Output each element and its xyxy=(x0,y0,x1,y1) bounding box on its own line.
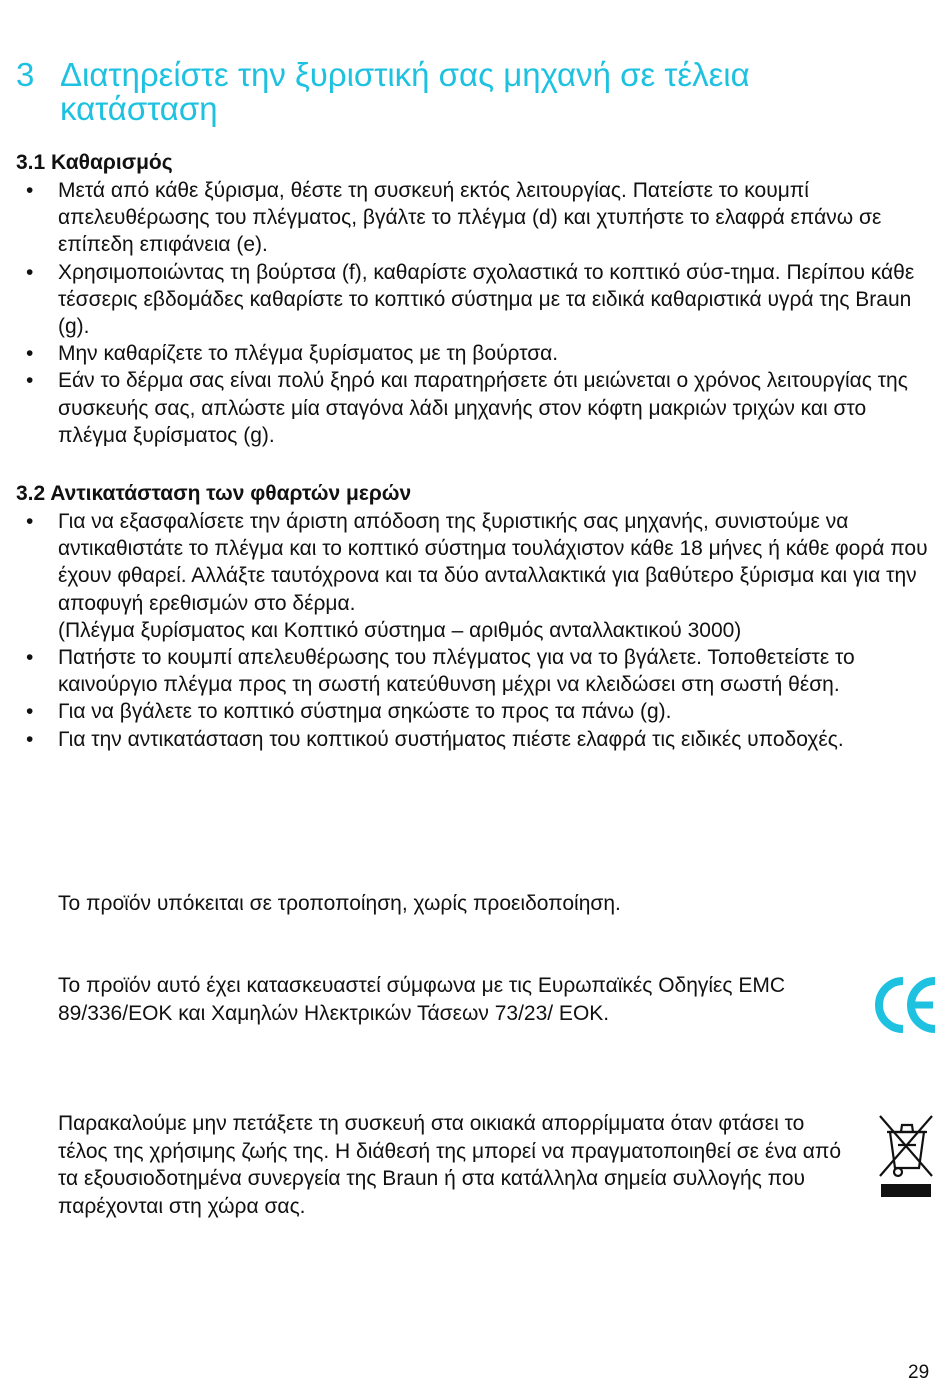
list-item xyxy=(0,177,940,259)
page-number: 29 xyxy=(908,1362,930,1383)
list-item xyxy=(0,508,940,644)
list-item-text: Για να εξασφαλίσετε την άριστη απόδοση της ξυριστικής σας μηχανής, συνιστούμε να αντικαθιστάτε το πλέγμα και το κοπτικό σύστημα τουλάχιστον κάθε 18 μήνες ή κάθε φορά που έχουν φθαρεί. Αλλάξτε ταυτόχρονα και τα δύο ανταλλακτικά για βαθύτερο ξύρισμα και για την αποφυγή ερεθισμών στο δέρμα. xyxy=(58,510,928,615)
bullet: • xyxy=(26,342,34,366)
modification-notice: Το προϊόν υπόκειται σε τροποποίηση, χωρίς προειδοποίηση. xyxy=(58,892,621,915)
ce-mark-icon xyxy=(873,977,939,1033)
section-replacement-title: 3.2 Αντικατάσταση των φθαρτών μερών xyxy=(16,482,412,505)
list-item-text: Για την αντικατάσταση του κοπτικού συστήματος πιέστε ελαφρά τις ειδικές υποδοχές. xyxy=(58,727,844,751)
bullet: • xyxy=(26,727,34,751)
list-item xyxy=(0,726,940,753)
list-item-text: Μην καθαρίζετε το πλέγμα ξυρίσματος με τη βούρτσα. xyxy=(58,342,559,366)
list-item-text: Πατήστε το κουμπί απελευθέρωσης του πλέγματος για να το βγάλετε. Τοποθετείστε το καινούργιο πλέγμα προς τη σωστή κατεύθυνση μέχρι να κλειδώσει στη σωστή θέση. xyxy=(58,646,855,697)
compliance-notice: Το προϊόν αυτό έχει κατασκευαστεί σύμφωνα με τις Ευρωπαϊκές Οδηγίες EMC 89/336/ΕΟΚ και Χαμηλών Ηλεκτρικών Τάσεων 73/23/ ΕΟΚ. xyxy=(58,974,786,1025)
chapter-number: 3 xyxy=(16,56,35,93)
list-item-text: Χρησιμοποιώντας τη βούρτσα (f), καθαρίστε σχολαστικά το κοπτικό σύσ-τημα. Περίπου κάθε τέσσερις εβδομάδες καθαρίστε το κοπτικό σύστημα με τα ειδικά καθαριστικά υγρά της Braun (g). xyxy=(58,260,915,339)
part-number-note: (Πλέγμα ξυρίσματος και Κοπτικό σύστημα – αριθμός ανταλλακτικού 3000) xyxy=(58,618,742,642)
section-cleaning-title: 3.1 Καθαρισμός xyxy=(16,151,173,174)
list-item-text: Μετά από κάθε ξύρισμα, θέστε τη συσκευή εκτός λειτουργίας. Πατείστε το κουμπί απελευθέρωσης του πλέγματος, βγάλτε το πλέγμα (d) και χτυπήστε το ελαφρά επάνω σε επίπεδη επιφάνεια (e). xyxy=(58,179,882,257)
bullet: • xyxy=(26,510,34,533)
bullet: • xyxy=(26,179,34,202)
cleaning-list xyxy=(0,177,940,449)
list-item-text: Για να βγάλετε το κοπτικό σύστημα σηκώστε το προς τα πάνω (g). xyxy=(58,700,672,724)
bullet: • xyxy=(26,646,34,670)
disposal-notice: Παρακαλούμε μην πετάξετε τη συσκευή στα οικιακά απορρίμματα όταν φτάσει το τέλος της χρήσιμης ζωής της. Η διάθεσή της μπορεί να πραγματοποιηθεί σε ένα από τα εξουσιοδοτημένα συνεργεία της Braun ή στα κατάλληλα σημεία συλλογής που παρέχονται στη χώρα σας. xyxy=(58,1112,842,1218)
list-item xyxy=(0,259,940,341)
list-item xyxy=(0,698,940,725)
replacement-list xyxy=(0,508,940,753)
bullet: • xyxy=(26,260,34,284)
list-item xyxy=(0,340,940,367)
list-item xyxy=(0,367,940,449)
crossed-out-wheelie-bin-icon xyxy=(876,1112,936,1202)
bullet: • xyxy=(26,369,34,393)
chapter-title: Διατηρείστε την ξυριστική σας μηχανή σε τέλεια κατάσταση xyxy=(60,56,750,127)
list-item-text: Εάν το δέρμα σας είναι πολύ ξηρό και παρατηρήσετε ότι μειώνεται ο χρόνος λειτουργίας της συσκευής σας, απλώστε μία σταγόνα λάδι μηχανής στον κόφτη μακριών τριχών και στο πλέγμα ξυρίσματος (g). xyxy=(58,369,908,447)
list-item xyxy=(0,644,940,698)
bullet: • xyxy=(26,700,34,724)
